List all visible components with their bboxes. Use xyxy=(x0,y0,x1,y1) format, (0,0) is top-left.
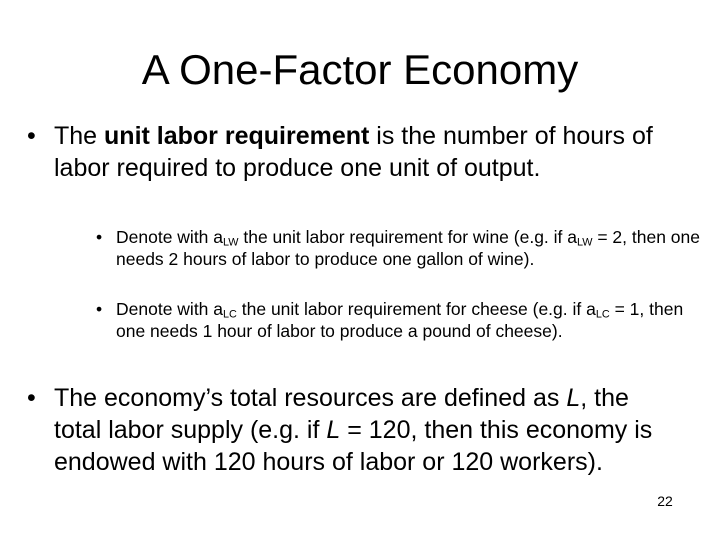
text-run: is the number of hours of labor required to produce one unit of output. xyxy=(54,122,653,182)
sub-bullet-text xyxy=(116,298,706,342)
subscript: LW xyxy=(223,236,239,249)
variable-l: L xyxy=(326,416,341,444)
bullet-marker: • xyxy=(96,299,103,319)
subscript: LW xyxy=(577,236,593,249)
text-run: The xyxy=(54,122,105,150)
text-run: = 120, then this economy is endowed with 120 hours of labor or 120 workers). xyxy=(54,416,653,476)
slide-title: A One-Factor Economy xyxy=(141,46,579,93)
subscript: LC xyxy=(223,308,237,321)
sub-bullet-text xyxy=(116,226,706,270)
bullet-total-resources xyxy=(27,382,667,478)
bullet-text xyxy=(54,120,667,184)
bullet-marker: • xyxy=(27,384,36,412)
bullet-text xyxy=(54,382,667,478)
text-run: the unit labor requirement for wine (e.g. if a xyxy=(238,227,577,247)
text-run: = 2, then one needs 2 hours of labor to produce one gallon of wine). xyxy=(116,227,700,269)
text-run: Denote with a xyxy=(116,299,224,319)
text-run: Denote with a xyxy=(116,227,224,247)
subscript: LC xyxy=(595,308,610,321)
sub-bullet-wine xyxy=(96,226,706,270)
text-run: , the total labor supply (e.g. if xyxy=(54,384,629,444)
sub-bullet-cheese xyxy=(96,298,706,342)
bullet-unit-labor-requirement xyxy=(27,120,667,184)
bullet-marker: • xyxy=(27,122,36,150)
term-unit-labor-requirement: unit labor requirement xyxy=(104,122,370,150)
text-run: The economy’s total resources are defined as xyxy=(54,384,567,412)
variable-l: L xyxy=(566,384,581,412)
text-run: the unit labor requirement for cheese (e.g. if a xyxy=(236,299,596,319)
page-number: 22 xyxy=(657,493,673,509)
text-run: = 1, then one needs 1 hour of labor to produce a pound of cheese). xyxy=(116,299,684,341)
bullet-marker: • xyxy=(96,227,103,247)
